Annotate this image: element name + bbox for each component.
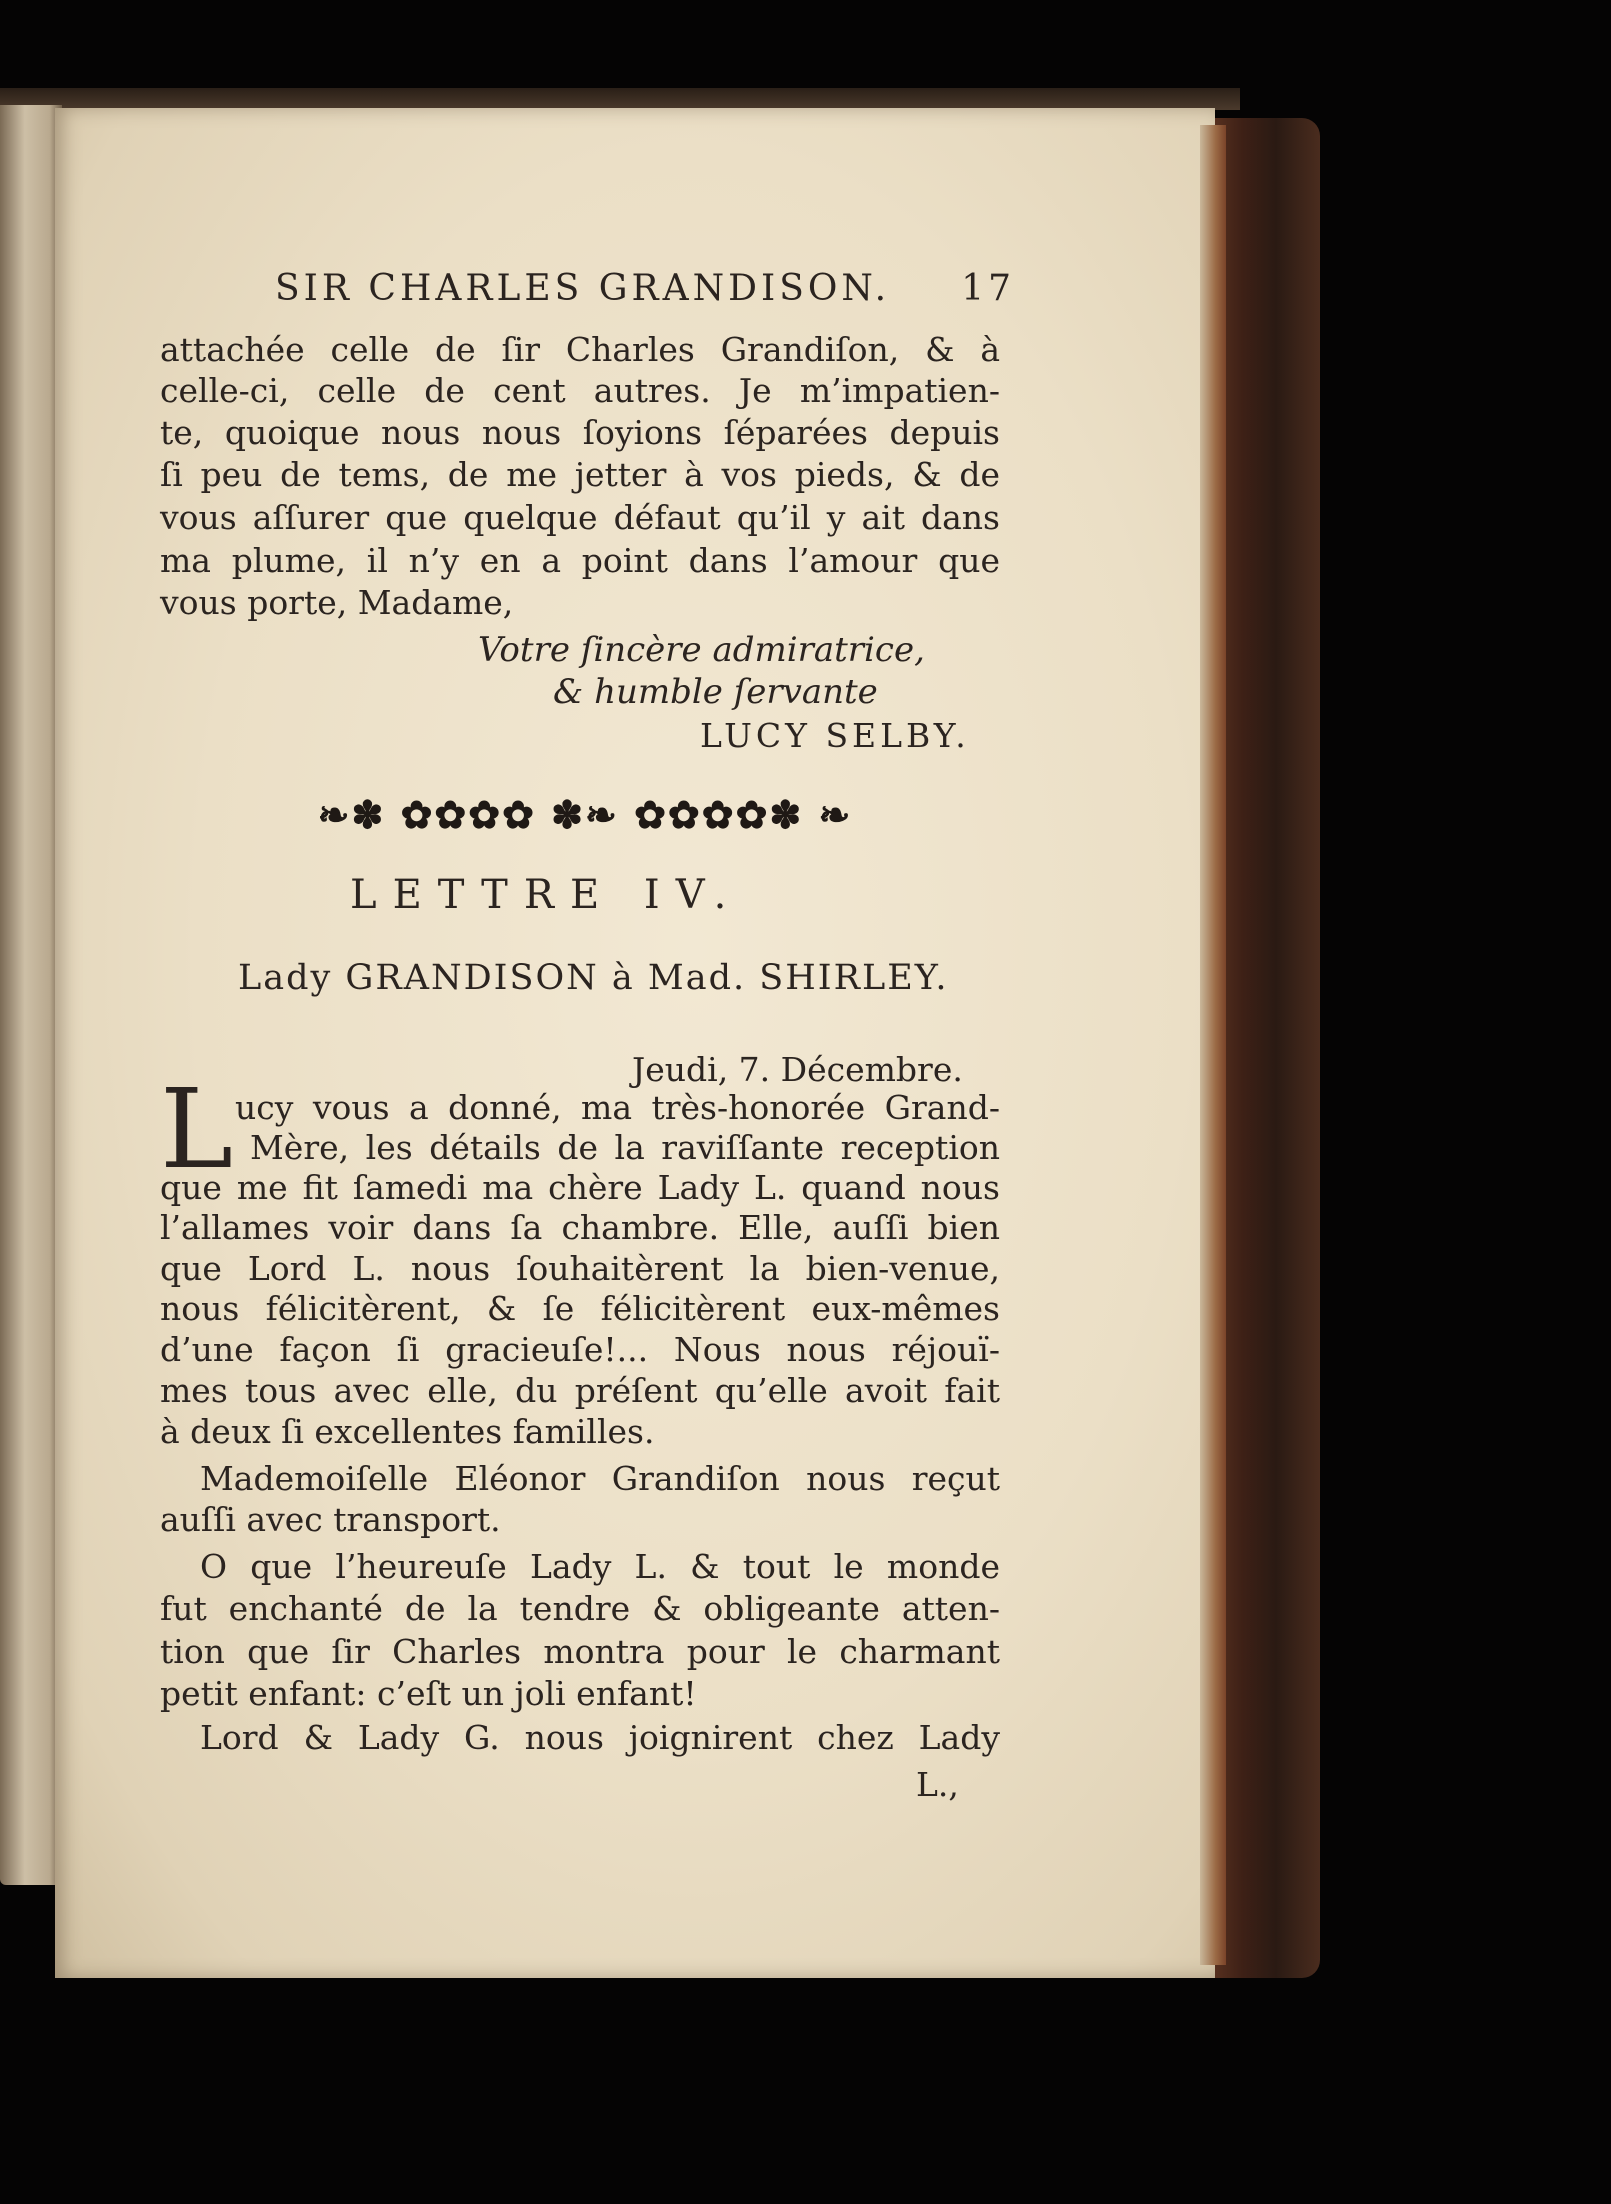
text-line: petit enfant: c’eſt un joli enfant! bbox=[160, 1674, 697, 1713]
page-fore-edge bbox=[1200, 125, 1226, 1965]
text-line: vous porte, Madame, bbox=[160, 583, 514, 622]
closing-line: Votre ſincère admiratrice, bbox=[478, 630, 925, 670]
text-line: Mère, les détails de la raviſſante reception bbox=[250, 1128, 1000, 1167]
letter-heading: LETTRE IV. bbox=[350, 872, 743, 918]
text-line: que Lord L. nous ſouhaitèrent la bien-venue, bbox=[160, 1249, 1000, 1288]
catchword: L., bbox=[916, 1765, 959, 1804]
text-line: d’une façon ſi gracieuſe!... Nous nous réjouï- bbox=[160, 1330, 1000, 1369]
text-line: O que l’heureuſe Lady L. & tout le monde bbox=[200, 1547, 1000, 1586]
running-head bbox=[275, 268, 1015, 316]
letter-date: Jeudi, 7. Décembre. bbox=[632, 1050, 963, 1089]
text-line: Mademoiſelle Eléonor Grandiſon nous reçut bbox=[200, 1459, 1000, 1498]
text-line: mes tous avec elle, du préſent qu’elle avoit fait bbox=[160, 1371, 1000, 1410]
left-page-edge bbox=[0, 105, 62, 1885]
text-line: ma plume, il n’y en a point dans l’amour que bbox=[160, 541, 1000, 580]
drop-cap: L bbox=[160, 1065, 234, 1193]
text-line: vous aſſurer que quelque défaut qu’il y ait dans bbox=[160, 498, 1000, 537]
text-line: fut enchanté de la tendre & obligeante atten- bbox=[160, 1589, 1000, 1628]
ornament-divider: ❧✽ ✿✿✿✿ ✽❧ ✿✿✿✿✽ ❧ bbox=[317, 792, 853, 837]
book-cover-edge bbox=[1210, 118, 1320, 1978]
running-title: SIR CHARLES GRANDISON. bbox=[275, 268, 891, 309]
text-line: Lord & Lady G. nous joignirent chez Lady bbox=[200, 1718, 1000, 1757]
text-line: à deux ſi excellentes familles. bbox=[160, 1412, 655, 1451]
text-line: ucy vous a donné, ma très-honorée Grand- bbox=[235, 1088, 1000, 1127]
text-line: ſi peu de tems, de me jetter à vos pieds, & de bbox=[160, 455, 1000, 494]
text-line: auſſi avec transport. bbox=[160, 1500, 501, 1539]
text-line: tion que ſir Charles montra pour le charmant bbox=[160, 1632, 1000, 1671]
text-line: celle-ci, celle de cent autres. Je m’impatien- bbox=[160, 371, 1000, 410]
text-line: nous félicitèrent, & ſe félicitèrent eux-mêmes bbox=[160, 1289, 1000, 1328]
text-line: l’allames voir dans ſa chambre. Elle, auſſi bien bbox=[160, 1208, 1000, 1247]
letter-subheading: Lady GRANDISON à Mad. SHIRLEY. bbox=[238, 958, 949, 998]
text-line: que me fit ſamedi ma chère Lady L. quand nous bbox=[160, 1168, 1000, 1207]
page-number: 17 bbox=[961, 268, 1015, 309]
text-line: te, quoique nous nous ſoyions ſéparées depuis bbox=[160, 413, 1000, 452]
closing-line: & humble ſervante bbox=[553, 672, 878, 712]
text-line: attachée celle de ſir Charles Grandiſon, & à bbox=[160, 330, 1000, 369]
book-cover-top bbox=[0, 88, 1240, 110]
signature-name: LUCY SELBY. bbox=[700, 716, 970, 755]
